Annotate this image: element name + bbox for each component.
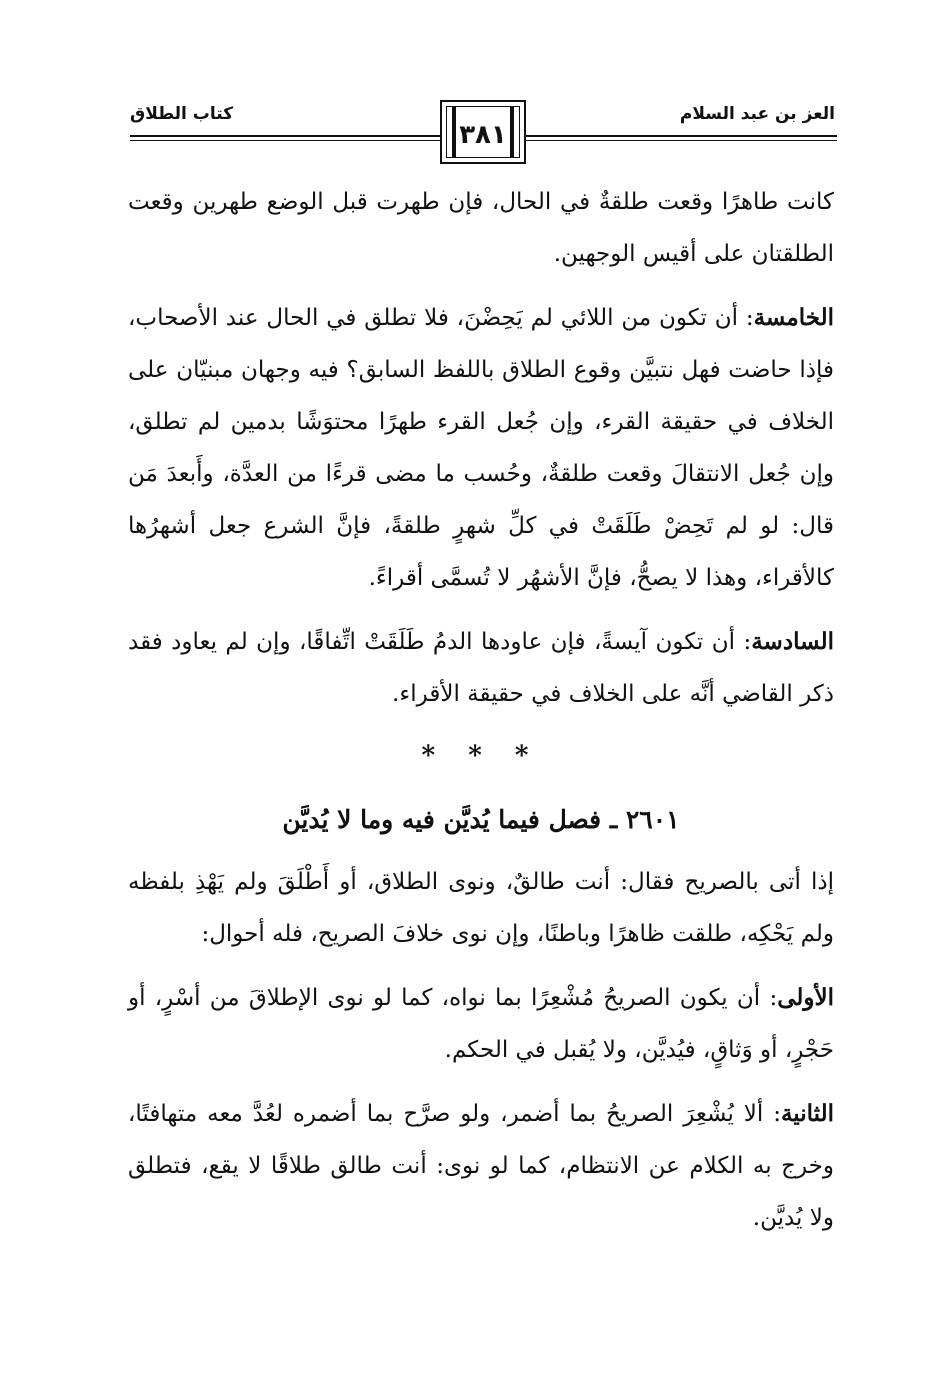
paragraph: إذا أتى بالصريح فقال: أنت طالقٌ، ونوى الطلاق، أو أَطْلَقَ ولم يَهْذِ بلفظه ولم يَحْكِه، طلقت ظاهرًا وباطنًا، وإن نوى خلافَ الصريح، فله أحوال: [128,869,834,947]
paragraph-lead: الثانية [780,1100,834,1127]
paragraph-text: : أن يكون الصريحُ مُشْعِرًا بما نواه، كما لو نوى الإطلاقَ من أسْرٍ، أو حَجْرٍ، أو وَثاقٍ، فيُديَّن، ولا يُقبل في الحكم. [128,985,834,1063]
paragraph [128,616,834,720]
page-number: ٣٨١ [459,120,507,150]
paragraph [128,972,834,1076]
paragraph [128,1088,834,1244]
section-title: ٢٦٠١ ـ فصل فيما يُديَّن فيه وما لا يُديَّن [282,805,680,834]
paragraph-lead: الخامسة [753,304,834,331]
paragraph-lead: الأولى [777,984,834,1011]
paragraph [128,292,834,604]
page-number-box [440,100,526,164]
page-body [128,176,834,1256]
paragraph-text: : أن تكون آيسةً، فإن عاودها الدمُ طَلَقَتْ اتِّفاقًا، وإن لم يعاود فقد ذكر القاضي أنَّه على الخلاف في حقيقة الأقراء. [128,629,834,707]
paragraph-text: : ألا يُشْعِرَ الصريحُ بما أضمر، ولو صرَّح بما أضمره لعُدَّ معه متهافتًا، وخرج به الكلام عن الانتظام، كما لو نوى: أنت طالق طلاقًا لا يقع، فتطلق ولا يُديَّن. [128,1101,834,1231]
running-header-book: كتاب الطلاق [130,104,234,124]
section-separator: * * * [421,741,541,771]
running-header-author: العز بن عبد السلام [679,104,835,124]
paragraph-lead: السادسة [751,628,834,655]
paragraph-text: : أن تكون من اللائي لم يَحِضْنَ، فلا تطلق في الحال عند الأصحاب، فإذا حاضت فهل نتبيَّن وقوع الطلاق باللفظ السابق؟ فيه وجهان مبنيّان على الخلاف في حقيقة القرء، وإن جُعل القرء طهرًا محتوَشًا بدمين لم تطلق، وإن جُعل الانتقالَ وقعت طلقةٌ، وحُسب ما مضى قرءًا من العدَّة، وأَبعدَ مَن قال: لو لم تَحِضْ طَلَقَتْ في كلِّ شهرٍ طلقةً، فإنَّ الشرع جعل أشهرُها كالأقراء، وهذا لا يصحُّ، فإنَّ الأشهُر لا تُسمَّى أقراءً. [128,305,834,591]
paragraph: كانت طاهرًا وقعت طلقةٌ في الحال، فإن طهرت قبل الوضع طهرين وقعت الطلقتان على أقيس الوجهين. [128,189,834,267]
